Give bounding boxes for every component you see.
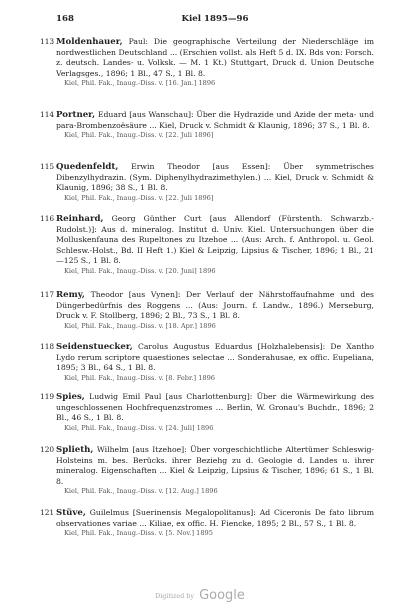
entry-author: Seidenstuecker, bbox=[56, 342, 133, 352]
entry-note: Kiel, Phil. Fak., Inaug.-Diss. v. [22. Juli 1896] bbox=[64, 193, 214, 202]
entry-author: Portner, bbox=[56, 110, 96, 120]
entry-body: Carolus Augustus Eduardus [Holzhalebensis]: De Xantho Lydo rerum scriptore quaestiones selectae ... Sonderahusae, ex offic. Eupeliana, 1895; 3 Bl., 64 S., 1 Bl. 8. bbox=[56, 342, 374, 373]
page-number: 168 bbox=[56, 14, 74, 24]
entry-text bbox=[56, 290, 374, 322]
entry-text bbox=[56, 445, 374, 487]
entry-note: Kiel, Phil. Fak., Inaug.-Diss. v. [5. Nov.] 1895 bbox=[64, 529, 213, 538]
entry-number: 119 bbox=[40, 392, 55, 401]
entry-body: Wilhelm [aus Itzehoe]: Über vorgeschichtliche Altertümer Schleswig-Holsteins m. bes. Berücks. ihrer Beziehg zu d. Geologie d. Landes u. ihrer mineralog. Eigenschaften ... Kiel & Leipzig, Lipsius & Tischer, 1896; 61 S., 1 Bl. 8. bbox=[56, 445, 374, 486]
entry-author: Remy, bbox=[56, 290, 85, 300]
bibliography-entry bbox=[40, 214, 374, 276]
entry-number: 115 bbox=[40, 162, 55, 171]
entry-text bbox=[56, 392, 374, 424]
bibliography-entry bbox=[40, 162, 374, 203]
bibliography-entry bbox=[40, 37, 374, 88]
entry-body: Theodor [aus Vynen]: Der Verlauf der Nährstoffaufnahme und des Düngerbedürfnis des Roggens ... (Aus: Journ. f. Landw., 1896.) Merseburg, Druck v. F. Stollberg, 1896; 2 Bl., 73 S., 1 Bl. 8. bbox=[56, 290, 374, 321]
entry-note: Kiel, Phil. Fak., Inaug.-Diss. v. [16. Jan.] 1896 bbox=[64, 79, 216, 88]
entry-body: Paul: Die geographische Verteilung der Niederschläge im nordwestlichen Deutschland ... (Erschien vollst. als Heft 5 d. IX. Bds von: Forsch. z. deutsch. Landes- u. Volksk. — M. 1 Kt.) Stuttgart, Druck d. Union Deutsche Verlagsges., 1896; 1 Bl., 47 S., 1 Bl. 8. bbox=[56, 37, 374, 78]
entry-number: 114 bbox=[40, 110, 55, 119]
entry-text bbox=[56, 508, 374, 529]
entry-text bbox=[56, 162, 374, 194]
entry-text bbox=[56, 342, 374, 374]
entry-author: Moldenhauer, bbox=[56, 37, 123, 47]
entry-note: Kiel, Phil. Fak., Inaug.-Diss. v. [8. Febr.] 1896 bbox=[64, 373, 216, 382]
google-logo: Google bbox=[199, 588, 245, 603]
entry-note: Kiel, Phil. Fak., Inaug.-Diss. v. [18. Apr.] 1896 bbox=[64, 321, 216, 330]
entry-body: Georg Günther Curt [aus Allendorf (Fürstenth. Schwarzb.-Rudolst.)]: Aus d. mineralog. Institut d. Univ. Kiel. Untersuchungen über die Molluskenfauna des Rupeltones zu Itzehoe ... (Aus: Arch. f. Anthropol. u. Geol. Schlesw.-Holst., Bd. II Heft 1.) Kiel & Leipzig, Lipsius & Tischer, 1896; 1 Bl., 21—125 S., 1 Bl. 8. bbox=[56, 214, 374, 266]
bibliography-entry bbox=[40, 445, 374, 496]
entry-note: Kiel, Phil. Fak., Inaug.-Diss. v. [20. Juni] 1896 bbox=[64, 266, 216, 275]
entry-author: Stüve, bbox=[56, 508, 86, 518]
digitization-watermark bbox=[0, 584, 400, 603]
entry-number: 118 bbox=[40, 342, 55, 351]
entry-body: Ludwig Emil Paul [aus Charlottenburg]: Über die Wärmewirkung des ungeschlossenen Hochfrequenzstromes ... Berlin, W. Gronau's Buchdr., 1896; 2 Bl., 46 S., 1 Bl. 8. bbox=[56, 392, 374, 423]
running-title: Kiel 1895—96 bbox=[181, 14, 249, 24]
entry-body: Eduard [aus Wanschau]: Über die Hydrazide und Azide der meta- und para-Brombenzoësäure ... Kiel, Druck v. Schmidt & Klaunig, 1896; 37 S., 1 Bl. 8. bbox=[56, 110, 374, 130]
bibliography-entry bbox=[40, 392, 374, 433]
entry-text bbox=[56, 214, 374, 267]
entry-body: Erwin Theodor [aus Essen]: Über symmetrisches Dibenzylhydrazin. (Sym. Diphenylhydrazimethylen.) ... Kiel, Druck v. Schmidt & Klaunig, 1896; 38 S., 1 Bl. 8. bbox=[56, 162, 374, 193]
digitized-by-text: Digitized by bbox=[155, 592, 194, 600]
bibliography-entry bbox=[40, 290, 374, 331]
entry-number: 121 bbox=[40, 508, 55, 517]
entry-number: 117 bbox=[40, 290, 55, 299]
entry-text bbox=[56, 37, 374, 79]
entry-note: Kiel, Phil. Fak., Inaug.-Diss. v. [22. Juli 1896] bbox=[64, 131, 214, 140]
entry-text bbox=[56, 110, 374, 131]
entry-author: Spies, bbox=[56, 392, 85, 402]
page-header bbox=[56, 14, 374, 26]
bibliography-entry bbox=[40, 342, 374, 383]
entry-number: 113 bbox=[40, 37, 55, 46]
entry-number: 116 bbox=[40, 214, 55, 223]
entry-author: Splieth, bbox=[56, 445, 94, 455]
entry-note: Kiel, Phil. Fak., Inaug.-Diss. v. [12. Aug.] 1896 bbox=[64, 487, 218, 496]
entry-number: 120 bbox=[40, 445, 55, 454]
entry-body: Guilelmus [Suerinensis Megalopolitanus]: Ad Ciceronis De fato librum observationes variae ... Kiliae, ex offic. H. Fiencke, 1895; 2 Bl., 57 S., 1 Bl. 8. bbox=[56, 508, 374, 528]
entry-note: Kiel, Phil. Fak., Inaug.-Diss. v. [24. Juli] 1896 bbox=[64, 423, 214, 432]
bibliography-entry bbox=[40, 508, 374, 538]
bibliography-entry bbox=[40, 110, 374, 140]
entry-author: Reinhard, bbox=[56, 214, 104, 224]
entry-author: Quedenfeldt, bbox=[56, 162, 119, 172]
